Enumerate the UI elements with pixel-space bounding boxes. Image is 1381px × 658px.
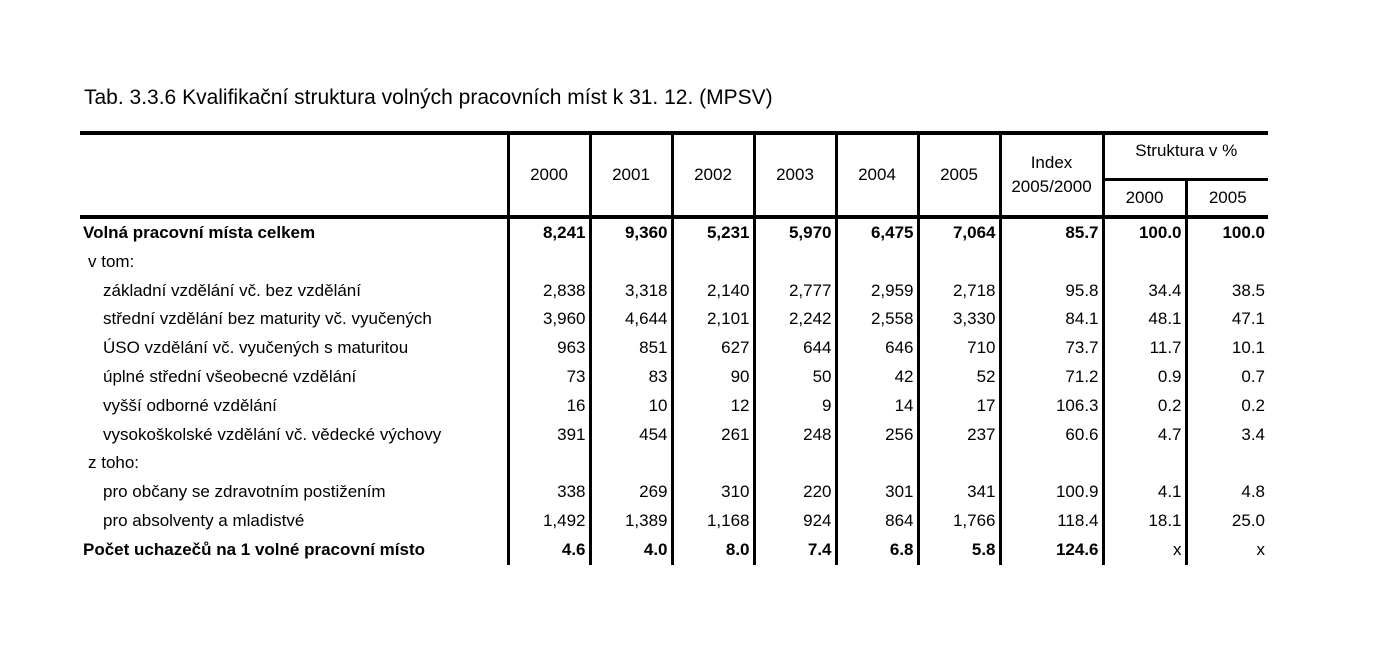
row-value: 2,140	[672, 277, 754, 306]
row-value: 8,241	[508, 217, 590, 248]
row-value: 851	[590, 334, 672, 363]
row-label: pro občany se zdravotním postižením	[103, 482, 386, 502]
row-value: 73.7	[1000, 334, 1103, 363]
qualification-table	[80, 131, 1268, 565]
table-title: Tab. 3.3.6 Kvalifikační struktura volných pracovních míst k 31. 12. (MPSV)	[84, 86, 773, 109]
row-value: 5,231	[672, 217, 754, 248]
row-value: 47.1	[1186, 305, 1268, 334]
row-value	[508, 449, 590, 478]
row-value: 7.4	[754, 536, 836, 565]
row-value: 341	[918, 478, 1000, 507]
row-value: 50	[754, 363, 836, 392]
header-year: 2003	[754, 133, 836, 217]
row-value: 9	[754, 392, 836, 421]
header-year: 2004	[836, 133, 918, 217]
row-value: 1,766	[918, 507, 1000, 536]
row-value	[754, 248, 836, 277]
header-year: 2005	[918, 133, 1000, 217]
row-value: 248	[754, 421, 836, 450]
row-value: 6,475	[836, 217, 918, 248]
row-value	[1186, 449, 1268, 478]
header-index-line2: 2005/2000	[1011, 177, 1092, 196]
row-value: 256	[836, 421, 918, 450]
row-value: 100.0	[1103, 217, 1186, 248]
row-value: x	[1186, 536, 1268, 565]
row-value: 338	[508, 478, 590, 507]
row-value: 710	[918, 334, 1000, 363]
row-value: 84.1	[1000, 305, 1103, 334]
table-row	[80, 507, 1268, 536]
row-value: 627	[672, 334, 754, 363]
header-struktura-year: 2000	[1103, 180, 1186, 218]
row-value	[1186, 248, 1268, 277]
row-label: Počet uchazečů na 1 volné pracovní místo	[83, 539, 425, 559]
row-label: z toho:	[88, 453, 140, 473]
row-label: vysokoškolské vzdělání vč. vědecké výchovy	[103, 424, 442, 444]
table-row	[80, 478, 1268, 507]
row-value: 2,558	[836, 305, 918, 334]
row-value	[836, 449, 918, 478]
row-value: 10	[590, 392, 672, 421]
row-value	[590, 248, 672, 277]
row-value: 2,959	[836, 277, 918, 306]
row-value: 4,644	[590, 305, 672, 334]
row-value: 646	[836, 334, 918, 363]
row-value: 4.8	[1186, 478, 1268, 507]
row-value: 3.4	[1186, 421, 1268, 450]
header-index	[1000, 133, 1103, 217]
row-value: 2,101	[672, 305, 754, 334]
row-value: 83	[590, 363, 672, 392]
table-row	[80, 277, 1268, 306]
row-value: 16	[508, 392, 590, 421]
row-value: 9,360	[590, 217, 672, 248]
row-value: 18.1	[1103, 507, 1186, 536]
row-value: 310	[672, 478, 754, 507]
row-value: 8.0	[672, 536, 754, 565]
row-value: 11.7	[1103, 334, 1186, 363]
table-row	[80, 305, 1268, 334]
row-value: 1,389	[590, 507, 672, 536]
row-value: 0.9	[1103, 363, 1186, 392]
row-label: úplné střední všeobecné vzdělání	[103, 366, 357, 386]
row-value: 90	[672, 363, 754, 392]
row-value: 42	[836, 363, 918, 392]
row-value: 5,970	[754, 217, 836, 248]
row-value: 261	[672, 421, 754, 450]
row-value	[918, 449, 1000, 478]
row-value: 4.0	[590, 536, 672, 565]
row-value: 52	[918, 363, 1000, 392]
row-label: základní vzdělání vč. bez vzdělání	[103, 280, 361, 300]
header-year: 2002	[672, 133, 754, 217]
row-value	[508, 248, 590, 277]
row-value: 7,064	[918, 217, 1000, 248]
row-value: 85.7	[1000, 217, 1103, 248]
row-value	[836, 248, 918, 277]
row-value: 60.6	[1000, 421, 1103, 450]
row-value: 124.6	[1000, 536, 1103, 565]
row-value: 864	[836, 507, 918, 536]
row-value	[672, 248, 754, 277]
row-value	[1000, 248, 1103, 277]
row-value: 301	[836, 478, 918, 507]
row-value: 14	[836, 392, 918, 421]
table-row	[80, 217, 1268, 248]
row-value: 0.2	[1103, 392, 1186, 421]
row-value: 25.0	[1186, 507, 1268, 536]
row-value: 106.3	[1000, 392, 1103, 421]
row-label: pro absolventy a mladistvé	[103, 510, 305, 530]
row-value: 12	[672, 392, 754, 421]
row-value	[1000, 449, 1103, 478]
header-year: 2001	[590, 133, 672, 217]
row-value: 2,777	[754, 277, 836, 306]
row-value	[590, 449, 672, 478]
row-label: Volná pracovní místa celkem	[83, 223, 316, 242]
row-value: 963	[508, 334, 590, 363]
row-value: 2,718	[918, 277, 1000, 306]
table-row	[80, 363, 1268, 392]
row-value: 4.6	[508, 536, 590, 565]
row-value: 73	[508, 363, 590, 392]
table-row	[80, 536, 1268, 565]
row-value: 3,960	[508, 305, 590, 334]
row-value: 644	[754, 334, 836, 363]
row-value: 100.0	[1186, 217, 1268, 248]
row-value: 100.9	[1000, 478, 1103, 507]
row-value: 220	[754, 478, 836, 507]
table-row	[80, 392, 1268, 421]
row-value: 95.8	[1000, 277, 1103, 306]
header-label-cell	[80, 133, 508, 217]
row-value	[754, 449, 836, 478]
row-value: 2,838	[508, 277, 590, 306]
row-value: 6.8	[836, 536, 918, 565]
row-value: 34.4	[1103, 277, 1186, 306]
row-value: 0.2	[1186, 392, 1268, 421]
row-value: 48.1	[1103, 305, 1186, 334]
row-value: 38.5	[1186, 277, 1268, 306]
table-row	[80, 248, 1268, 277]
row-label: ÚSO vzdělání vč. vyučených s maturitou	[103, 338, 409, 358]
row-value: x	[1103, 536, 1186, 565]
table-row	[80, 449, 1268, 478]
row-value: 5.8	[918, 536, 1000, 565]
row-value	[1103, 449, 1186, 478]
row-value: 0.7	[1186, 363, 1268, 392]
row-value: 1,168	[672, 507, 754, 536]
row-value: 3,318	[590, 277, 672, 306]
row-value	[1103, 248, 1186, 277]
row-value	[672, 449, 754, 478]
row-label: v tom:	[88, 251, 135, 271]
header-struktura-year: 2005	[1186, 180, 1268, 218]
header-struktura: Struktura v %	[1103, 133, 1268, 180]
row-value	[918, 248, 1000, 277]
row-value: 3,330	[918, 305, 1000, 334]
header-index-line1: Index	[1030, 153, 1073, 172]
row-value: 10.1	[1186, 334, 1268, 363]
row-value: 17	[918, 392, 1000, 421]
row-value: 1,492	[508, 507, 590, 536]
row-value: 4.1	[1103, 478, 1186, 507]
row-value: 118.4	[1000, 507, 1103, 536]
row-value: 237	[918, 421, 1000, 450]
row-value: 454	[590, 421, 672, 450]
table-row	[80, 334, 1268, 363]
row-value: 4.7	[1103, 421, 1186, 450]
row-value: 391	[508, 421, 590, 450]
row-label: vyšší odborné vzdělání	[103, 395, 277, 415]
row-value: 269	[590, 478, 672, 507]
row-value: 71.2	[1000, 363, 1103, 392]
row-value: 924	[754, 507, 836, 536]
row-value: 2,242	[754, 305, 836, 334]
row-label: střední vzdělání bez maturity vč. vyučených	[103, 309, 432, 329]
header-year: 2000	[508, 133, 590, 217]
table-row	[80, 421, 1268, 450]
